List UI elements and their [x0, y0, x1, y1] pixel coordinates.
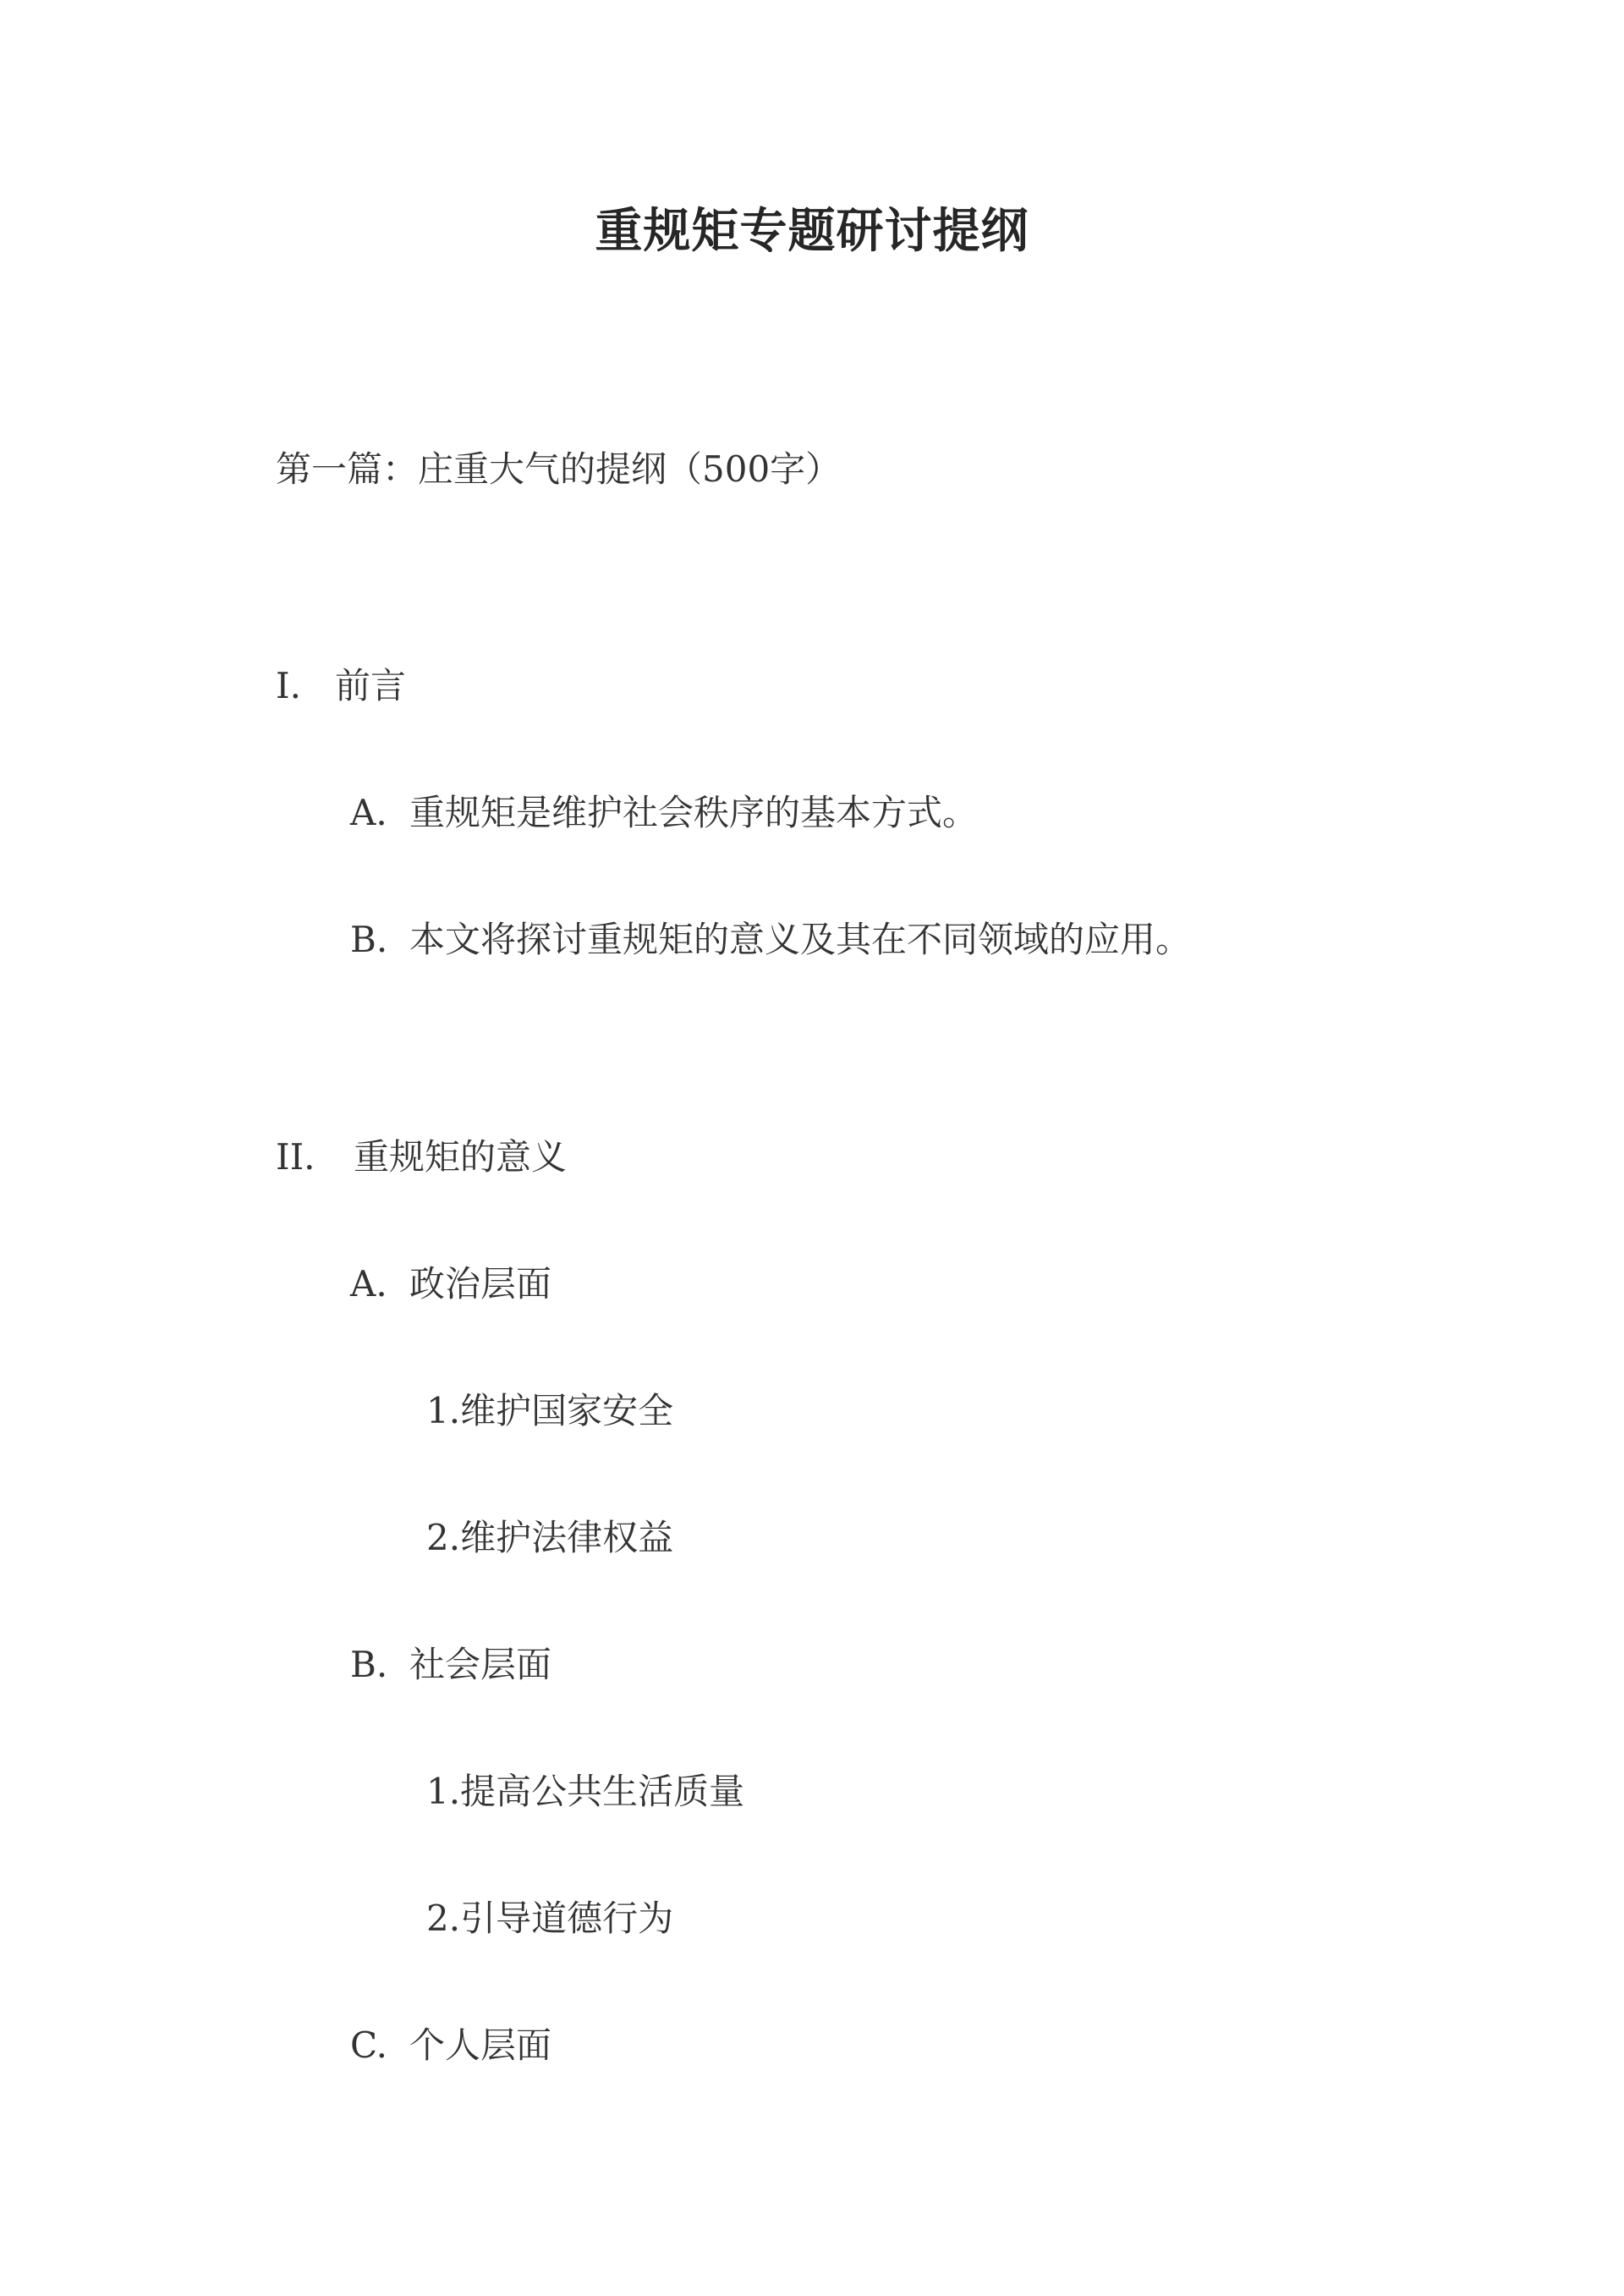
outline-marker: A.: [350, 1263, 387, 1305]
outline-item-level-3: [426, 1766, 744, 1817]
outline-item-level-3: [426, 1386, 673, 1436]
outline-marker: I.: [276, 665, 301, 706]
section-heading-text: 第一篇：庄重大气的提纲（500字）: [276, 448, 842, 490]
section-heading: [276, 444, 841, 495]
outline-item-level-1: [276, 661, 406, 711]
outline-text: 维护法律权益: [460, 1517, 674, 1558]
outline-marker: II.: [276, 1136, 315, 1178]
outline-text: 前言: [335, 665, 407, 706]
outline-text: 社会层面: [409, 1644, 552, 1685]
document-title: 重规矩专题研讨提纲: [595, 203, 1029, 259]
outline-item-level-1: [276, 1132, 567, 1183]
outline-marker: C.: [350, 2024, 387, 2066]
outline-item-level-2: [350, 788, 978, 838]
outline-item-level-2: [350, 915, 1191, 965]
outline-marker: A.: [350, 792, 387, 833]
outline-text: 引导道德行为: [460, 1898, 674, 1939]
outline-item-level-2: [350, 1259, 551, 1310]
outline-text: 维护国家安全: [460, 1390, 674, 1431]
outline-marker: B.: [350, 1644, 388, 1685]
outline-text: 重规矩是维护社会秩序的基本方式。: [409, 792, 979, 833]
outline-marker: 2.: [426, 1517, 461, 1558]
outline-text: 个人层面: [409, 2024, 552, 2066]
outline-item-level-3: [426, 1513, 673, 1563]
outline-marker: 1.: [426, 1390, 461, 1431]
outline-item-level-3: [426, 1893, 673, 1944]
outline-item-level-2: [350, 1640, 551, 1690]
outline-marker: 1.: [426, 1771, 461, 1812]
outline-marker: 2.: [426, 1898, 461, 1939]
outline-marker: B.: [350, 919, 388, 960]
outline-text: 政治层面: [409, 1263, 552, 1305]
outline-text: 重规矩的意义: [354, 1136, 568, 1178]
outline-text: 本文将探讨重规矩的意义及其在不同领域的应用。: [409, 919, 1192, 960]
outline-item-level-2: [350, 2020, 551, 2071]
outline-text: 提高公共生活质量: [460, 1771, 745, 1812]
